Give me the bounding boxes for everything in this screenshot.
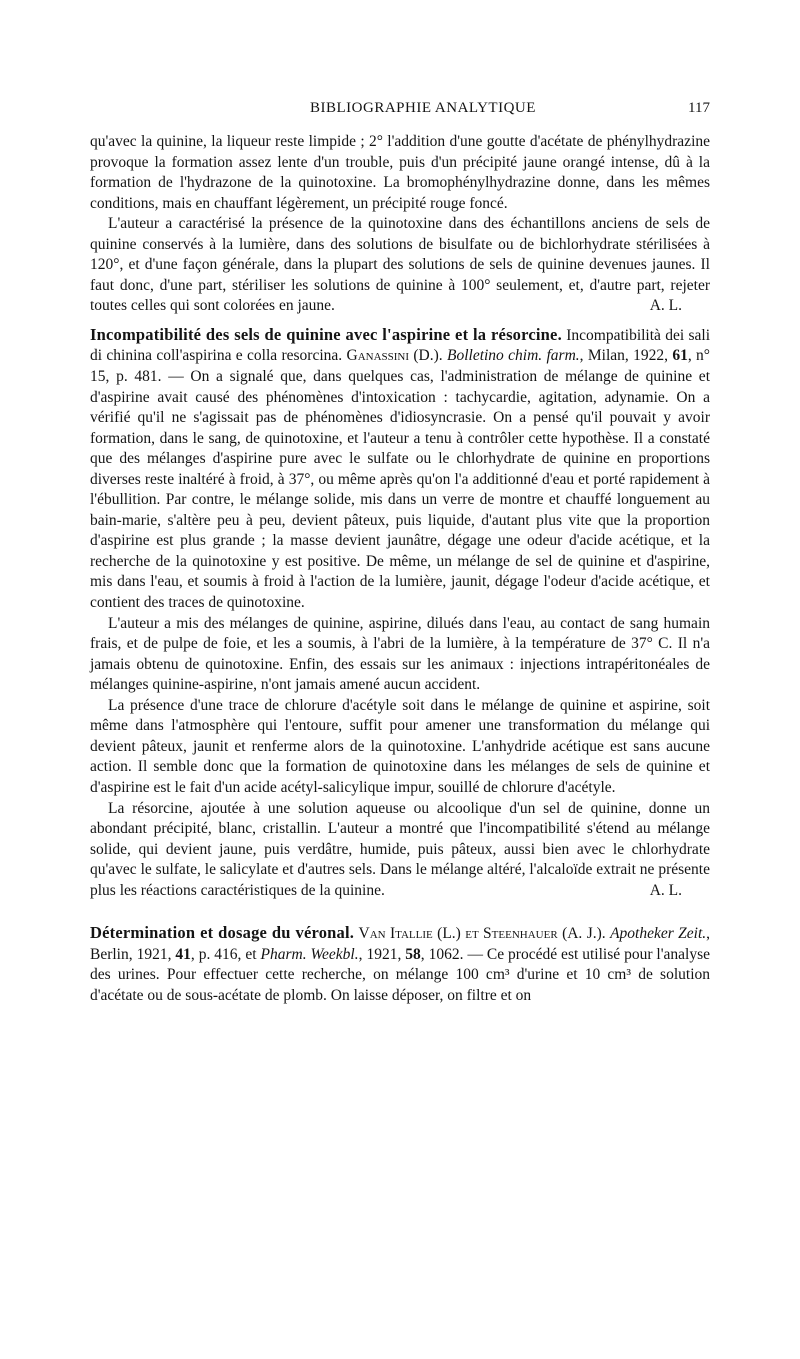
journal-page-2: , 1062. — [420, 945, 464, 963]
article-heading: Détermination et dosage du véronal. — [90, 923, 355, 943]
article-text: — Ce procédé est utilisé pour l'analyse des urines. Pour effectuer cette recherche, on mélange 100 cm³ d'urine et 10 cm³ de solution d'acétate ou de sous-acétate de plomb. On laisse déposer, on filtre et on — [90, 945, 711, 1004]
journal-title-2: Pharm. Weekbl. — [260, 945, 359, 963]
article-authors: Van Itallie (L.) et Steenhauer (A. J.). — [358, 925, 606, 943]
journal-volume-2: 58 — [405, 945, 421, 963]
journal-volume: 61 — [672, 347, 688, 365]
paragraph-text: L'auteur a mis des mélanges de quinine, aspirine, dilués dans l'eau, au contact de sang humain frais, et de pulpe de foie, et les a soumis, à l'abri de la lumière, à la température de 37° C. Il n'a jamais obtenu de quinotoxine. Enfin, des essais sur les animaux : injections intrapéritonéales de mélanges quinine-aspirine, n'ont jamais amené aucun accident. — [90, 614, 710, 694]
journal-place-year: , Milan, 1922, — [579, 347, 668, 365]
paragraph-quinotoxine-samples — [90, 214, 710, 317]
body-text — [90, 132, 710, 1006]
journal-year: , 1921, — [358, 945, 402, 963]
journal-volume: 41 — [175, 945, 191, 963]
journal-issue-page: , n° 15, p. 481. — [90, 347, 710, 386]
paragraph-acetyl-chloride — [90, 696, 710, 799]
journal-page: , p. 416, et — [190, 945, 257, 963]
paragraph-text: La résorcine, ajoutée à une solution aqueuse ou alcoolique d'un sel de quinine, donne un abondant précipité, blanc, cristallin. L'auteur a montré que l'incompatibilité s'étend au mélange solide, qui devient jaune, puis verdâtre, humide, puis pâteux, aussi bien avec le chlorhydrate qu'avec le sulfate, le salicylate et d'autres sels. Dans le mélange altéré, l'alcaloïde extrait ne présente plus les réactions caractéristiques de la quinine. — [90, 799, 710, 899]
journal-place-year: , Berlin, 1921, — [90, 925, 711, 963]
paragraph-blood-tests — [90, 614, 710, 696]
article-quinine-aspirine — [90, 325, 710, 614]
author-signature: A. L. — [649, 297, 682, 315]
paragraph-text: L'auteur a caractérisé la présence de la quinotoxine dans des échantillons anciens de sels de quinine conservés à la lumière, dans des solutions de bisulfate ou de bichlorhydrate stérilisées à 120°, et d'une façon générale, dans la plupart des solutions de sels de quinine devenues jaunes. Il faut donc, d'une part, stériliser les solutions de quinine à 100° seulement, et, d'autre part, rejeter toutes celles qui sont colorées en jaune. — [90, 215, 710, 315]
article-text: — On a signalé que, dans quelques cas, l'administration de mélange de quinine et d'aspirine avait causé des phénomènes d'intoxication : tachycardie, agitation, adynamie. On a vérifié qu'il ne s'agissait pas de phénomènes d'idiosyncrasie. On a pensé qu'il pouvait y avoir formation, dans le sang, de quinotoxine, et l'auteur a tenu à contrôler cette hypothèse. Il a constaté que des mélanges d'aspirine pure avec le sulfate ou le chlorhydrate de quinine en proportions diverses reste inaltéré à froid, à 37°, ou même après qu'on l'a additionné d'eau et porté rapidement à l'ébullition. Par contre, le mélange solide, mis dans un verre de montre et chauffé longuement au bain-marie, s'altère peu à peu, devient pâteux, puis liquide, d'autant plus vite que la proportion d'aspirine est plus grande ; la masse devient jaunâtre, dégage une odeur d'acide acétique, et la recherche de la quinotoxine y est positive. De même, un mélange de sel de quinine et d'aspirine, mis dans l'eau, et soumis à froid à l'action de la lumière, jaunit, dégage l'odeur d'acide acétique, et contient des traces de quinotoxine. — [90, 368, 710, 612]
paragraph-text: qu'avec la quinine, la liqueur reste limpide ; 2° l'addition d'une goutte d'acétate de phénylhydrazine provoque la formation assez lente d'un trouble, puis d'un précipité jaune orangé intense, dû à la formation de l'hydrazone de la quinotoxine. La bromophénylhydrazine donne, dans les mêmes conditions, mais en chauffant légèrement, un précipité rouge foncé. — [90, 133, 710, 212]
page-header — [90, 100, 710, 124]
article-author: Ganassini (D.). — [346, 347, 443, 365]
paragraph-resorcine — [90, 799, 710, 902]
article-veronal — [90, 923, 710, 1006]
running-title: BIBLIOGRAPHIE ANALYTIQUE — [310, 100, 536, 116]
page-number: 117 — [688, 100, 710, 116]
paragraph-text: La présence d'une trace de chlorure d'acétyle soit dans le mélange de quinine et aspirine, soit même dans l'atmosphère qui l'entoure, suffit pour amener une transformation du mélange qui devient pâteux, jaunit et renferme alors de la quinotoxine. L'anhydride acétique est sans aucune action. Il semble donc que la formation de quinotoxine dans les mélanges de sels de quinine et d'aspirine est le fait d'un acide acétyl-salicylique impur, souillé de chlorure d'acétyle. — [90, 696, 710, 796]
journal-title: Bolletino chim. farm. — [446, 347, 580, 365]
article-italian-title: Incompatibilità dei sali di chinina coll'aspirina e colla resorcina. — [90, 326, 711, 365]
journal-title: Apotheker Zeit. — [610, 925, 707, 943]
author-signature: A. L. — [649, 881, 682, 899]
paragraph-continued — [90, 132, 710, 214]
article-heading: Incompatibilité des sels de quinine avec l'aspirine et la résorcine. — [90, 324, 562, 344]
